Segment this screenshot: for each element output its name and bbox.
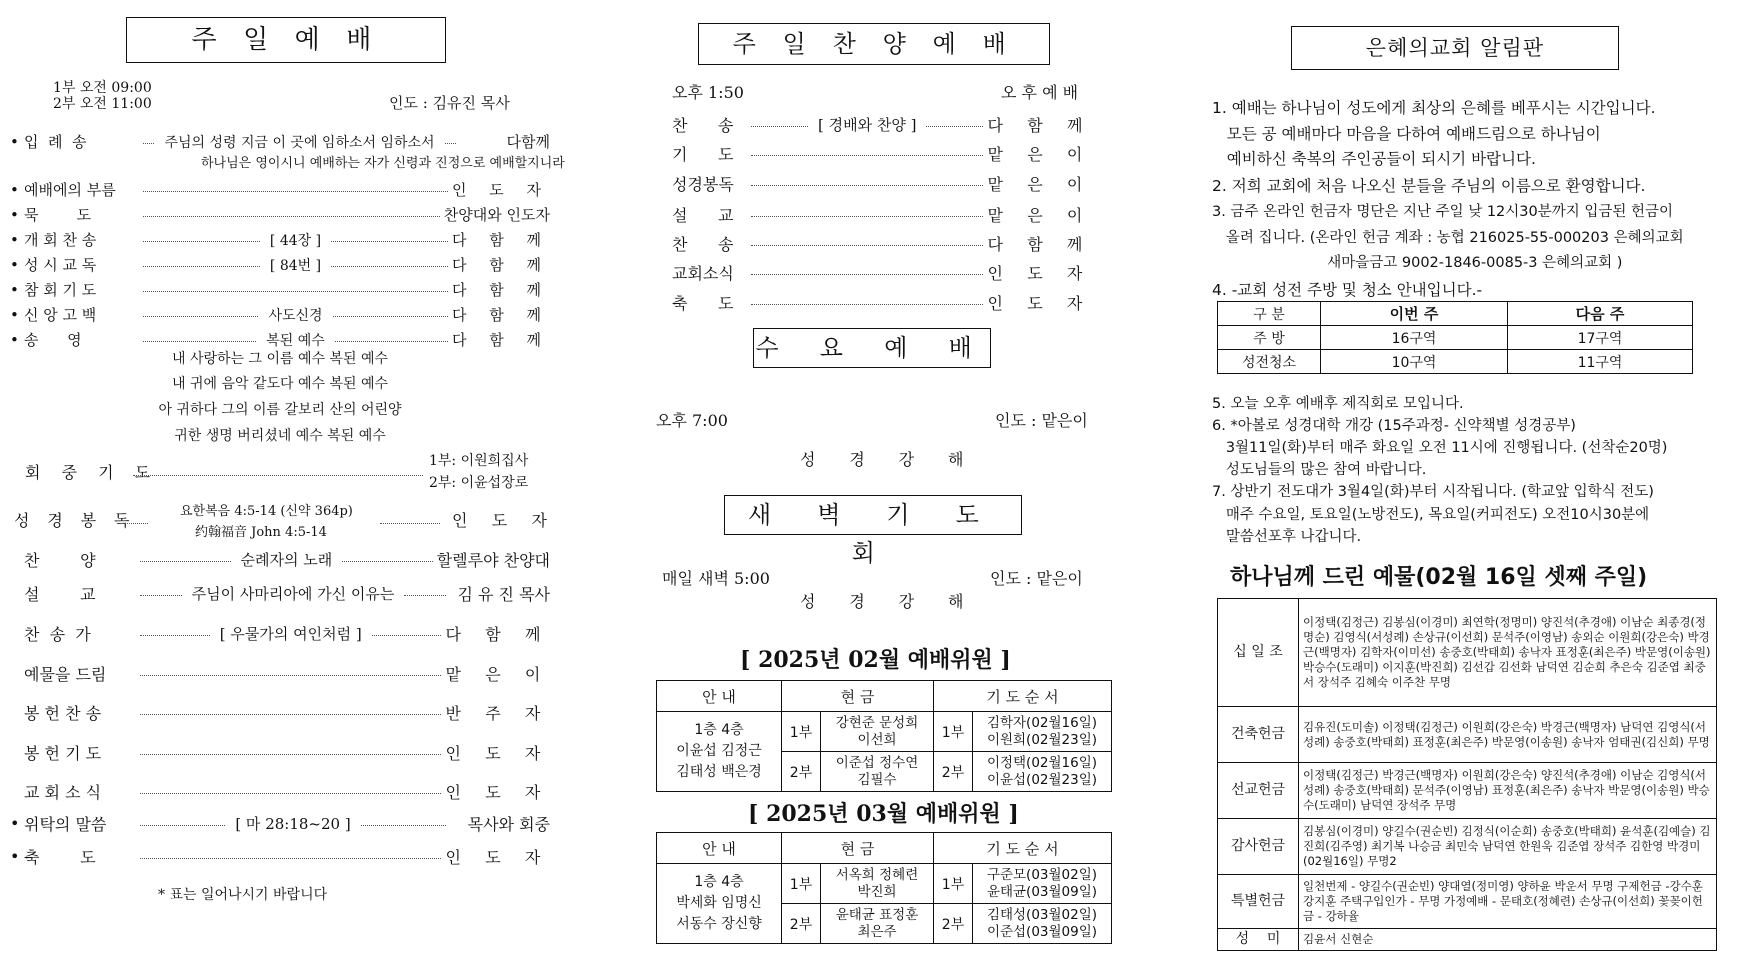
offering-row: [1218, 763, 1717, 819]
leader-dots: [333, 316, 448, 317]
worship-item: [10, 780, 550, 803]
item-role: 맡 은 이: [987, 206, 1092, 225]
leader-dots: [331, 266, 448, 267]
prayer-label: 회 중 기 도: [25, 463, 159, 482]
wednesday-time: 오후 7:00: [656, 411, 728, 430]
worship-item: [10, 279, 550, 300]
offering-names: 김윤서 신현순: [1299, 929, 1717, 951]
item-label: 예배에의 부름: [24, 181, 116, 199]
worship-item: [10, 812, 550, 835]
item-label: 봉 헌 기 도: [24, 744, 102, 763]
item-label: 신 앙 고 백: [24, 306, 97, 324]
mar-prayer-2: 김태성(03월02일) 이준섭(03월09일): [973, 904, 1112, 944]
clean-th-1: 이번 주: [1321, 302, 1508, 326]
item-label: 찬 송: [672, 116, 734, 135]
item-role: 다 함 께: [451, 281, 550, 299]
notice-line: 올려 집니다. (온라인 헌금 계좌 : 농협 216025-55-000203 은혜의교회: [1212, 230, 1684, 246]
leader-dots: [143, 266, 260, 267]
bullet-mark: •: [10, 230, 19, 249]
bullet-mark: •: [10, 280, 19, 299]
worship-item: [672, 142, 1092, 165]
item-role: 김 유 진 목사: [457, 585, 550, 604]
worship-item: [672, 291, 1092, 314]
part-label: 2부: [934, 752, 973, 792]
item-detail: 순례자의 노래: [240, 551, 333, 569]
item-role: 다 함 께: [451, 231, 550, 249]
item-label: 교회소식: [672, 264, 734, 283]
worship-item: [72, 152, 612, 171]
leader-dots: [140, 825, 225, 826]
worship-item: [672, 203, 1092, 226]
item-detail: [ 84번 ]: [269, 257, 322, 274]
service-time-2: 2부 오전 11:00: [53, 96, 152, 112]
item-role: 다 함 께: [451, 331, 550, 349]
worship-item: [10, 229, 550, 250]
reading-label: 성 경 봉 독: [14, 511, 136, 530]
part-label: 1부: [934, 864, 973, 904]
item-role: 다 함 께: [451, 256, 550, 274]
leader-dots: [751, 274, 983, 275]
worship-item: [10, 179, 550, 200]
clean-cell: 17구역: [1508, 326, 1693, 350]
offering-label: 성 미: [1218, 929, 1299, 951]
leader-dots: [143, 316, 258, 317]
item-detail: [ 44장 ]: [269, 232, 322, 249]
leader-dots: [342, 561, 433, 562]
feb-committee-table: [656, 680, 1112, 792]
offering-label: 건축헌금: [1218, 707, 1299, 763]
part-label: 2부: [782, 904, 821, 944]
reading-passage-chinese: 约翰福音 John 4:5-14: [195, 525, 327, 540]
item-label: 개 회 찬 송: [24, 231, 97, 249]
service-leader: 인도 : 김유진 목사: [389, 94, 510, 112]
item-label: 송 영: [24, 331, 82, 349]
notice-line: 성도님들의 많은 참여 바랍니다.: [1212, 462, 1427, 478]
dawn-prayer-title: 새 벽 기 도 회: [724, 495, 1022, 535]
notice-line: 예비하신 축복의 주인공들이 되시기 바랍니다.: [1212, 150, 1536, 168]
item-role: 반 주 자: [445, 704, 550, 723]
notice-line: 말씀선포후 나갑니다.: [1212, 529, 1362, 545]
feb-committee-title: [ 2025년 02월 예배위원 ]: [740, 647, 1011, 673]
prayer-2: 2부: 이윤섭장로: [429, 475, 529, 491]
notice-line: 3월11일(화)부터 매주 화요일 오전 11시에 진행됩니다. (선착순20명): [1212, 440, 1668, 456]
offering-names: 일천번제 - 양길수(권순빈) 양대열(정미영) 양하윤 박운서 무명 구제헌금 -강수훈 강지훈 주택구입인가 - 무명 가정예배 - 문태호(정혜련) 손상규(이선희) 꽃꽂이헌금 - 강하율: [1299, 875, 1717, 929]
bullet-mark: •: [10, 180, 19, 199]
offering-row: [1218, 599, 1717, 707]
wednesday-leader: 인도 : 맡은이: [995, 411, 1088, 430]
clean-cell: 10구역: [1321, 350, 1508, 374]
praise-service: 오 후 예 배: [1001, 83, 1079, 102]
bullet-mark: •: [10, 847, 20, 866]
notice-line: 5. 오늘 오후 예배후 제직회로 모입니다.: [1212, 396, 1464, 412]
item-role: 인 도 자: [445, 848, 550, 867]
item-role: 목사와 회중: [467, 815, 551, 834]
offering-label: 십 일 조: [1218, 599, 1299, 707]
item-role: 할렐루야 찬양대: [436, 551, 550, 570]
item-label: 성 시 교 독: [24, 256, 97, 274]
wednesday-service-title: 수 요 예 배: [753, 328, 991, 368]
bullet-mark: •: [10, 305, 19, 324]
item-label: 성경봉독: [672, 175, 734, 194]
leader-dots: [140, 635, 210, 636]
offering-label: 선교헌금: [1218, 763, 1299, 819]
offering-names: 김유진(도미솔) 이정택(김정근) 이원희(강은숙) 박경근(백명자) 남덕연 김영식(서성례) 송중호(박태희) 표정훈(최은주) 박문영(이송원) 송낙자 엄태권(김신희) 무명: [1299, 707, 1717, 763]
item-role: 다함께: [506, 133, 551, 151]
leader-dots: [751, 126, 808, 127]
item-label: 축 도: [672, 294, 734, 313]
offering-row: [1218, 929, 1717, 951]
leader-dots: [751, 304, 983, 305]
leader-dots: [143, 341, 256, 342]
item-label: 봉 헌 찬 송: [24, 704, 102, 723]
worship-item: [10, 741, 550, 764]
item-label: 기 도: [672, 145, 734, 164]
worship-item: [672, 172, 1092, 195]
item-label: 입 례 송: [24, 133, 87, 151]
worship-item: [10, 548, 550, 571]
leader-dots: [140, 714, 441, 715]
item-role: 인 도 자: [987, 264, 1092, 283]
item-text: 하나님은 영이시니 예배하는 자가 신령과 진정으로 예배할지니라: [201, 156, 565, 171]
worship-item: [10, 582, 550, 605]
praise-service-title: 주 일 찬 양 예 배: [698, 23, 1050, 65]
item-detail: 주님이 사마리아에 가신 이유는: [191, 585, 395, 603]
notice-line: 1. 예배는 하나님이 성도에게 최상의 은혜를 베푸시는 시간입니다.: [1212, 99, 1656, 117]
feb-guide: 1층 4층 이윤섭 김정근 김태성 백은경: [657, 712, 782, 792]
leader-dots: [143, 291, 448, 292]
cleaning-table: [1217, 301, 1693, 374]
worship-item: [10, 329, 550, 350]
mar-prayer-1: 구준모(03월02일) 윤태균(03월09일): [973, 864, 1112, 904]
lyric-line: 귀한 생명 버리셨네 예수 복된 예수: [174, 428, 386, 444]
lyric-line: 아 귀하다 그의 이름 갈보리 산의 어린양: [158, 402, 402, 418]
leader-dots: [751, 185, 983, 186]
leader-dots: [335, 341, 448, 342]
clean-cell: 11구역: [1508, 350, 1693, 374]
feb-prayer-2: 이정택(02월16일) 이윤섭(02월23일): [973, 752, 1112, 792]
mar-offer-1: 서옥희 정혜련 박진희: [821, 864, 934, 904]
th-offer: 현 금: [782, 833, 934, 864]
dawn-leader: 인도 : 맡은이: [990, 569, 1083, 588]
offering-label: 특별헌금: [1218, 875, 1299, 929]
th-prayer: 기 도 순 서: [934, 833, 1112, 864]
worship-item: [10, 701, 550, 724]
clean-cell: 16구역: [1321, 326, 1508, 350]
offering-title: 하나님께 드린 예물(02월 16일 셋째 주일): [1230, 565, 1648, 590]
leader-dots: [143, 241, 260, 242]
leader-dots: [140, 858, 441, 859]
part-label: 1부: [934, 712, 973, 752]
leader-dots: [751, 155, 983, 156]
part-label: 2부: [934, 904, 973, 944]
leader-dots: [140, 595, 182, 596]
leader-dots: [140, 675, 441, 676]
item-detail: [ 우물가의 여인처럼 ]: [219, 625, 362, 643]
bullet-mark: •: [10, 814, 20, 833]
leader-dots: [404, 595, 446, 596]
mar-committee-title: [ 2025년 03월 예배위원 ]: [748, 801, 1019, 827]
mar-offer-2: 윤태균 표정훈 최은주: [821, 904, 934, 944]
item-role: 맡 은 이: [987, 175, 1092, 194]
reading-passage: 요한복음 4:5-14 (신약 364p): [180, 504, 353, 519]
offering-table: [1217, 598, 1717, 951]
offering-label: 감사헌금: [1218, 819, 1299, 875]
bullet-mark: •: [10, 330, 19, 349]
offering-row: [1218, 875, 1717, 929]
th-guide: 안 내: [657, 833, 782, 864]
feb-offer-2: 이준섭 정수연 김필수: [821, 752, 934, 792]
feb-prayer-1: 김학자(02월16일) 이원희(02월23일): [973, 712, 1112, 752]
leader-dots: [143, 143, 154, 144]
notice-line: 4. -교회 성전 주방 및 청소 안내입니다.-: [1212, 281, 1483, 299]
item-label: 교 회 소 식: [24, 783, 102, 802]
item-detail: 복된 예수: [266, 332, 325, 349]
part-label: 1부: [782, 712, 821, 752]
item-label: 설 교: [672, 206, 734, 225]
feb-offer-1: 강현준 문성희 이선희: [821, 712, 934, 752]
item-role: 맡 은 이: [987, 145, 1092, 164]
notice-line: 모든 공 예배마다 마음을 다하여 예배드림으로 하나님이: [1212, 125, 1601, 143]
item-role: 찬양대와 인도자: [443, 206, 550, 224]
worship-item: [10, 254, 550, 275]
service-time-1: 1부 오전 09:00: [53, 80, 152, 96]
leader-dots: [140, 561, 231, 562]
worship-item: [10, 131, 550, 152]
leader-dots: [140, 793, 441, 794]
mar-guide: 1층 4층 박세화 임명신 서동수 장신향: [657, 864, 782, 944]
item-label: 찬 양: [24, 551, 96, 570]
clean-cell: 성전청소: [1218, 350, 1321, 374]
item-label: 예물을 드림: [24, 665, 107, 684]
offering-names: 김봉심(이경미) 양길수(권순빈) 김정식(이순희) 송중호(박태희) 윤석훈(김예슬) 김진희(김주영) 최기복 나승금 최민숙 남덕연 한원욱 김준엽 장석주 김한영 박경미(02월16일) 무명2: [1299, 819, 1717, 875]
bullet-mark: •: [10, 205, 19, 224]
prayer-dots: [133, 475, 423, 476]
leader-dots: [445, 143, 456, 144]
offering-names: 이정택(김정근) 김봉심(이경미) 최연학(정명미) 양진석(추경애) 이남순 최종경(정명순) 김영식(서성례) 손상규(이선희) 문석주(이영남) 송외순 이원희(강은숙) 박경근(백명자) 김학자(이미선) 송중호(박태희) 송낙자 표정훈(최은주) 박문영(이송원) 박승수(도래미) 이지훈(박진희) 김선갑 김선화 남덕연 김순희 추은숙 김준엽 최중서 장석주 김혜숙 이주찬 무명: [1299, 599, 1717, 707]
bullet-mark: •: [10, 132, 19, 151]
leader-dots: [361, 825, 446, 826]
item-label: 참 회 기 도: [24, 281, 97, 299]
mar-committee-table: [656, 832, 1112, 944]
item-label: 축 도: [24, 848, 96, 867]
item-detail: [ 경배와 찬양 ]: [818, 116, 917, 134]
dawn-sub: 성 경 강 해: [800, 592, 978, 611]
worship-item: [10, 845, 550, 868]
notice-line: 6. *아볼로 성경대학 개강 (15주과정- 신약책별 성경공부): [1212, 418, 1576, 434]
th-prayer: 기 도 순 서: [934, 681, 1112, 712]
th-guide: 안 내: [657, 681, 782, 712]
notice-line: 7. 상반기 전도대가 3월4일(화)부터 시작됩니다. (학교앞 입학식 전도): [1212, 484, 1654, 500]
item-detail: 주님의 성령 지금 이 곳에 임하소서 임하소서: [164, 134, 435, 151]
reading-dots-left: [120, 523, 148, 524]
item-label: 위탁의 말씀: [24, 815, 107, 834]
lyric-line: 내 귀에 음악 같도다 예수 복된 예수: [171, 376, 389, 392]
item-label: 찬 송 가: [24, 625, 91, 644]
leader-dots: [331, 241, 448, 242]
item-label: 묵 도: [24, 206, 92, 224]
item-role: 인 도 자: [445, 783, 550, 802]
worship-item: [672, 113, 1092, 136]
offering-names: 이정택(김정근) 박경근(백명자) 이원희(강은숙) 양진석(추경애) 이남순 김영식(서성례) 송중호(박태희) 문석주(이영남) 표정훈(최은주) 송낙자 박문영(이송원) 박승수(도래미) 남덕연 장석주 무명: [1299, 763, 1717, 819]
worship-item: [10, 304, 550, 325]
item-label: 설 교: [24, 585, 96, 604]
part-label: 1부: [782, 864, 821, 904]
leader-dots: [143, 191, 448, 192]
worship-item: [672, 232, 1092, 255]
offering-row: [1218, 707, 1717, 763]
dawn-time: 매일 새벽 5:00: [662, 569, 770, 588]
praise-time: 오후 1:50: [672, 83, 744, 102]
item-detail: [ 마 28:18~20 ]: [235, 815, 351, 833]
sunday-service-title: 주 일 예 배: [126, 17, 446, 63]
th-offer: 현 금: [782, 681, 934, 712]
item-role: 인 도 자: [445, 744, 550, 763]
reading-dots-right: [380, 523, 440, 524]
footnote: * 표는 일어나시기 바랍니다: [158, 887, 328, 903]
notice-line: 2. 저희 교회에 처음 나오신 분들을 주님의 이름으로 환영합니다.: [1212, 177, 1646, 195]
prayer-1: 1부: 이원희집사: [429, 453, 529, 469]
leader-dots: [143, 216, 440, 217]
item-role: 다 함 께: [445, 625, 551, 644]
notice-line: 새마을금고 9002-1846-0085-3 은혜의교회 ): [1212, 255, 1623, 271]
leader-dots: [372, 635, 442, 636]
item-role: 다 함 께: [987, 235, 1092, 254]
worship-item: [10, 662, 550, 685]
item-detail: 사도신경: [268, 307, 323, 324]
lyric-line: 내 사랑하는 그 이름 예수 복된 예수: [171, 351, 389, 367]
notice-line: 매주 수요일, 토요일(노방전도), 목요일(커피전도) 오전10시30분에: [1212, 507, 1650, 523]
leader-dots: [926, 126, 983, 127]
reading-right: 인 도 자: [452, 511, 557, 530]
offering-row: [1218, 819, 1717, 875]
worship-item: [10, 622, 550, 645]
bullet-mark: •: [10, 255, 19, 274]
wednesday-sub: 성 경 강 해: [800, 450, 978, 469]
clean-cell: 주 방: [1218, 326, 1321, 350]
notice-board-title: 은혜의교회 알림판: [1291, 26, 1619, 70]
item-role: 다 함 께: [451, 306, 550, 324]
item-label: 찬 송: [672, 235, 734, 254]
item-role: 다 함 께: [987, 116, 1093, 135]
leader-dots: [751, 216, 983, 217]
leader-dots: [140, 754, 441, 755]
item-role: 인 도 자: [987, 294, 1092, 313]
clean-th-0: 구 분: [1218, 302, 1321, 326]
worship-item: [672, 261, 1092, 284]
leader-dots: [751, 245, 983, 246]
item-role: 인 도 자: [451, 181, 550, 199]
clean-th-2: 다음 주: [1508, 302, 1693, 326]
worship-item: [10, 204, 550, 225]
item-role: 맡 은 이: [445, 665, 550, 684]
notice-line: 3. 금주 온라인 헌금자 명단은 지난 주일 낮 12시30분까지 입금된 헌금이: [1212, 204, 1674, 220]
part-label: 2부: [782, 752, 821, 792]
